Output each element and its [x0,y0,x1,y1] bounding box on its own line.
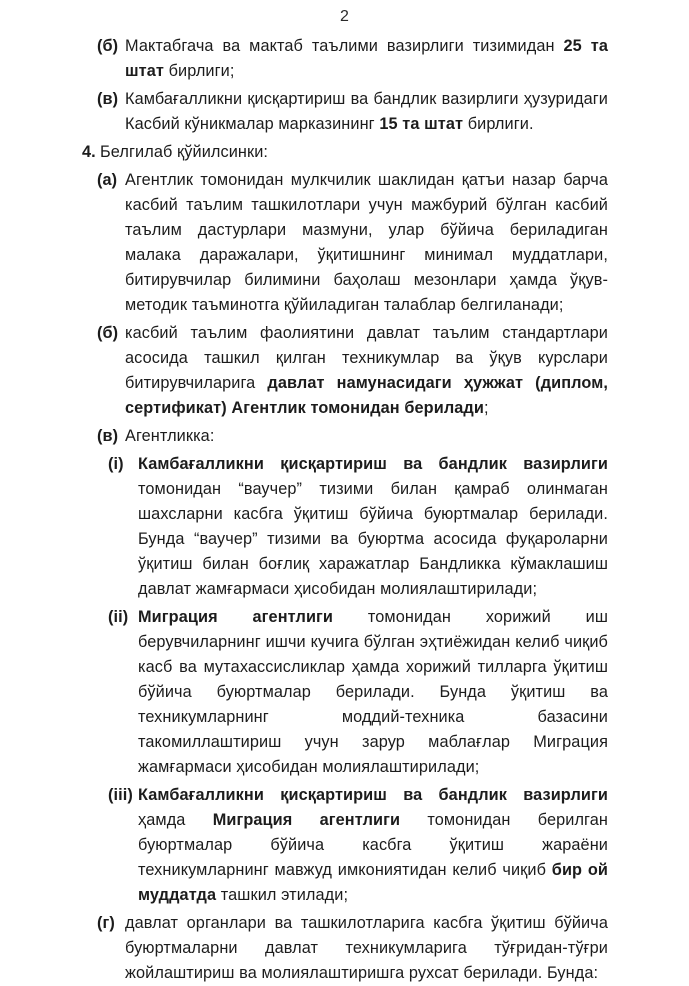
text-run: Белгилаб қўйилсинки: [100,143,269,161]
item-text [125,90,608,133]
text-run: томонидан берилган буюртмалар бўйича касбга ўқитиш жараёни техникумларнинг мавжуд имкониятидан келиб чиқиб [138,811,608,879]
list-item [97,321,608,421]
item-marker: (ii) [108,608,129,626]
text-run: бирлиги. [463,115,534,133]
item-text [138,455,608,598]
item-marker: (в) [97,90,119,108]
item-marker: (а) [97,171,118,189]
list-item [97,87,608,137]
text-run: давлат органлари ва ташкилотларига касбга ўқитиш бўйича буюртмаларни давлат техникумларига тўғридан-тўғри жойлаштириш ва молиялаштиришга рухсат берилади. Бунда: [125,914,608,982]
item-text [100,143,268,161]
text-run: ташкил этилади; [216,886,349,904]
text-run: томонидан хорижий иш берувчиларнинг ишчи кучига бўлган эҳтиёжидан келиб чиқиб касб ва мутахассисликлар ҳамда хорижий тилларга ўқитиш бўйича буюртмалар берилади. Бунда ўқитиш ва техникумларнинг моддий-техника базасини такомиллаштириш учун зарур маблағлар Миграция жамғармаси ҳисобидан молиялаштирилади; [138,608,608,776]
item-text [125,427,214,445]
document-body [0,34,689,986]
item-marker: (i) [108,455,124,473]
item-marker: (iii) [108,786,133,804]
list-item [108,605,608,780]
text-run: Миграция агентлиги [212,811,401,829]
item-marker: (б) [97,324,119,342]
text-run: Миграция агентлиги [138,608,334,626]
text-run: ҳамда [138,811,213,829]
text-run: томонидан “ваучер” тизими билан қамраб олинмаган шахсларни касбга ўқитиш бўйича буюртмалар берилади. Бунда “ваучер” тизими ва буюртма асосида фуқароларни ўқитиш билан боғлиқ харажатлар Бандликка кўмаклашиш давлат жамғармаси ҳисобидан молиялаштирилади; [138,480,608,598]
item-text [138,786,608,904]
text-run: Камбағалликни қисқартириш ва бандлик вазирлиги ҳузуридаги Касбий кўникмалар марказининг [125,90,608,133]
text-run: давлат намунасидаги ҳужжат (диплом, сертификат) Агентлик томонидан берилади [125,374,608,417]
text-run: бир ой муддатда [138,861,609,904]
item-marker: 4. [82,143,96,161]
list-item [97,34,608,84]
text-run: ; [483,399,489,417]
text-run: 15 та штат [379,115,464,133]
text-run: Камбағалликни қисқартириш ва бандлик вазирлиги [138,455,608,473]
text-run: Агентликка: [125,427,215,445]
text-run: Мактабгача ва мактаб таълими вазирлиги тизимидан [125,37,564,55]
item-marker: (б) [97,37,119,55]
list-item [108,783,608,908]
text-run: бирлиги; [163,62,235,80]
list-item [97,424,608,449]
item-marker: (г) [97,914,115,932]
item-marker: (в) [97,427,119,445]
text-run: 25 та штат [125,37,608,80]
page-number: 2 [340,8,349,25]
list-item [82,140,608,165]
item-text [125,171,608,314]
item-text [138,608,608,776]
item-text [125,324,608,417]
list-item [97,168,608,318]
item-text [125,37,608,80]
list-item [108,452,608,602]
item-text [125,914,608,982]
text-run: касбий таълим фаолиятини давлат таълим стандартлари асосида ташкил қилган техникумлар ва ўқув курслари битирувчиларига [125,324,608,392]
list-item [97,911,608,986]
text-run: Агентлик томонидан мулкчилик шаклидан қатъи назар барча касбий таълим ташкилотлари учун мажбурий бўлган касбий таълим дастурлари мазмуни, улар бўйича бериладиган малака даражалари, ўқитишнинг минимал муддатлари, битирувчилар билимини баҳолаш мезонлари ҳамда ўқув-методик таъминотга қўйиладиган талаблар белгиланади; [125,171,608,314]
text-run: Камбағалликни қисқартириш ва бандлик вазирлиги [138,786,608,804]
